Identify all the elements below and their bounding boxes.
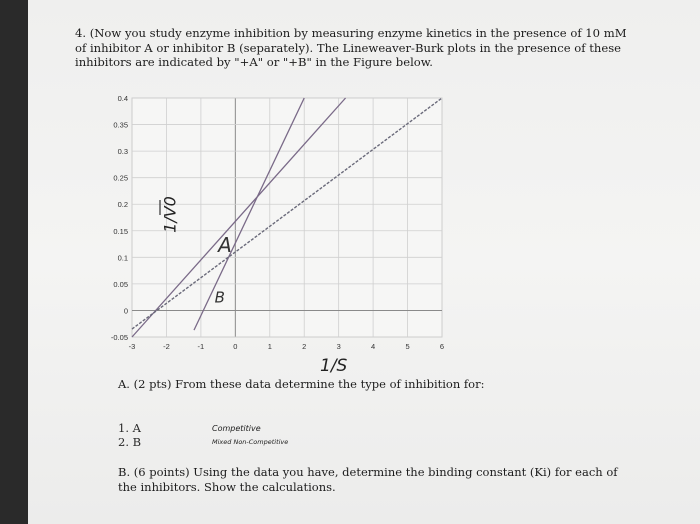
- y-tick-label: 0.2: [117, 200, 128, 210]
- question-intro: 4. (Now you study enzyme inhibition by measuring enzyme kinetics in the presence of 10 mM of inhibitor A or inhibitor B (separately). The Lineweaver-Burk plots in the presence of these inhibitors are indicated by "+A" or "+B" in the Figure below.: [75, 26, 627, 69]
- part-a-items: [118, 421, 141, 449]
- y-tick-label: 0.35: [113, 120, 128, 130]
- x-tick-label: 2: [302, 342, 307, 351]
- part-a-item-2: 2. B: [118, 435, 142, 449]
- handwritten-xlabel: 1/S: [320, 356, 348, 376]
- x-tick-label: 3: [336, 342, 341, 351]
- y-tick-label: 0.4: [117, 94, 128, 103]
- x-tick-label: 5: [405, 342, 410, 351]
- y-tick-label: 0.1: [117, 253, 128, 263]
- x-tick-label: -3: [128, 342, 136, 351]
- y-tick-label: 0: [123, 306, 128, 316]
- y-tick-label: -0.05: [110, 333, 128, 342]
- x-tick-label: 1: [267, 342, 272, 351]
- part-a-item-1: 1. A: [118, 421, 141, 435]
- x-tick-label: -2: [163, 342, 170, 351]
- x-tick-label: -1: [197, 342, 205, 351]
- part-b-question: B. (6 points) Using the data you have, determine the binding constant (Ki) for each of the inhibitors. Show the calculations.: [118, 465, 618, 494]
- x-tick-label: 4: [371, 342, 376, 351]
- answer-a: Competitive: [212, 424, 261, 433]
- y-tick-label: 0.25: [113, 173, 128, 183]
- y-tick-label: 0.15: [113, 226, 128, 236]
- handwritten-ylabel-text: 1/V0: [160, 196, 180, 233]
- y-tick-label: 0.3: [117, 147, 128, 157]
- x-tick-label: 6: [439, 342, 445, 351]
- y-tick-label: 0.05: [113, 279, 128, 289]
- part-a-question: A. (2 pts) From these data determine the type of inhibition for:: [118, 377, 485, 391]
- answer-b: Mixed Non-Competitive: [212, 438, 289, 446]
- annotation-a: A: [218, 233, 232, 258]
- x-tick-label: 0: [233, 342, 238, 351]
- annotation-b: B: [214, 288, 225, 307]
